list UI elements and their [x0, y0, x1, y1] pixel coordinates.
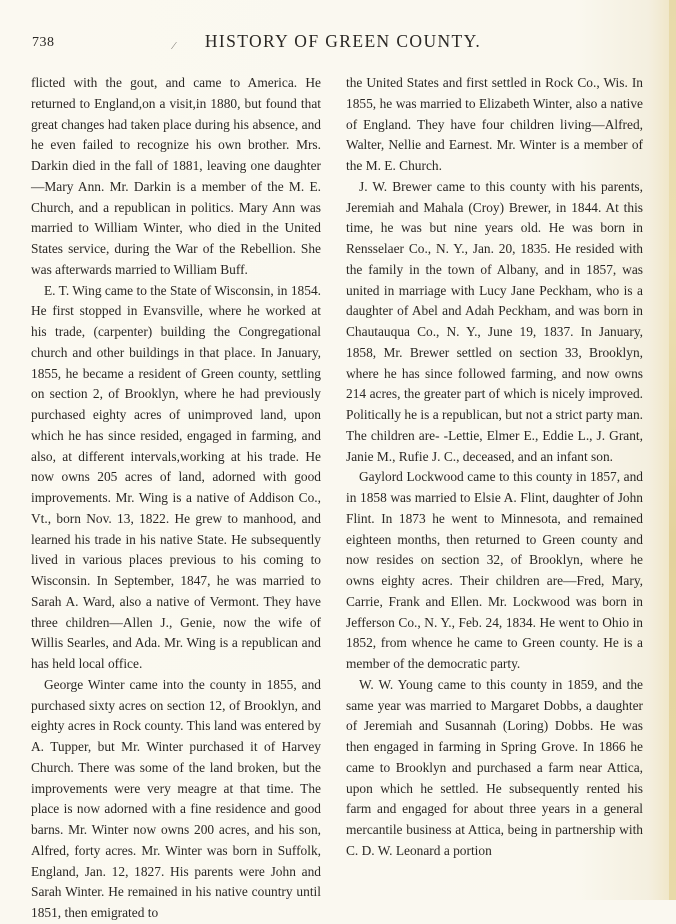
right-column: [346, 73, 643, 862]
paragraph-wing: E. T. Wing came to the State of Wisconsin, in 1854. He first stopped in Evansville, where he worked at his trade, (carpenter) building the Congregational church and other buildings in that place. In January, 1855, he became a resident of Green county, settling on section 2, of Brooklyn, where he had previously purchased eighty acres of unimproved land, upon which he has since resided, engaged in farming, and also, at different intervals,working at his trade. He now owns 205 acres of land, adorned with good improvements. Mr. Wing is a native of Addison Co., Vt., born Nov. 13, 1822. He grew to manhood, and learned his trade in his native State. He subsequently lived in various places previous to his coming to Wisconsin. In September, 1847, he was married to Sarah A. Ward, also a native of Vermont. They have three children—Allen J., Genie, now the wife of Willis Searles, and Ada. Mr. Wing is a republican and has held local office.: [31, 282, 321, 671]
paragraph-young: W. W. Young came to this county in 1859, and the same year was married to Margaret Dobbs, a daughter of Jeremiah and Susannah (Loring) Dobbs. He was then engaged in farming in Spring Grove. In 1866 he came to Brooklyn and purchased a farm near Attica, upon which he settled. He subsequently rented his farm and engaged for about three years in a general mercantile business at Attica, being in partnership with C. D. W. Leonard a portion: [346, 676, 643, 858]
paragraph-darkin-continued: flicted with the gout, and came to America. He returned to England,on a visit,in 1880, but found that great changes had taken place during his absence, and he even failed to recognize his own brother. Mrs. Darkin died in the fall of 1881, leaving one daughter—Mary Ann. Mr. Darkin is a member of the M. E. Church, and a republican in politics. Mary Ann was married to William Winter, who died in the United States service, during the War of the Rebellion. She was afterwards married to William Buff.: [31, 75, 321, 277]
stray-mark: ⁄: [173, 40, 175, 52]
left-column: [31, 73, 321, 924]
paragraph-brewer: J. W. Brewer came to this county with his parents, Jeremiah and Mahala (Croy) Brewer, in 1844. At this time, he was but nine years old. He was born in Rensselaer Co., N. Y., Jan. 20, 1835. He resided with the family in the town of Albany, and in 1857, was united in marriage with Lucy Jane Peckham, who is a daughter of Abel and Adah Peckham, and was born in Chautauqua Co., N. Y., June 19, 1837. In January, 1858, Mr. Brewer settled on section 33, Brooklyn, where he has since followed farming, and now owns 214 acres, the greater part of which is nicely improved. Politically he is a republican, but not a strict party man. The children are- -Lettie, Elmer E., Eddie L., J. Grant, Janie M., Rufie J. C., deceased, and an infant son.: [346, 178, 643, 464]
paragraph-winter-continued: the United States and first settled in Rock Co., Wis. In 1855, he was married to Elizabeth Winter, also a native of England. They have four children living—Alfred, Walter, Nellie and Earnest. Mr. Winter is a member of the M. E. Church.: [346, 75, 643, 173]
page-number: 738: [32, 35, 55, 50]
page-edge: [669, 0, 676, 900]
paragraph-george-winter: George Winter came into the county in 1855, and purchased sixty acres on section 12, of Brooklyn, and eighty acres in Rock county. This land was entered by A. Tupper, but Mr. Winter purchased it of Harvey Church. There was some of the land broken, but the improvements were very meagre at that time. The place is now adorned with a fine residence and good barns. Mr. Winter now owns 200 acres, and his son, Alfred, forty acres. Mr. Winter was born in Suffolk, England, Jan. 12, 1827. His parents were John and Sarah Winter. He remained in his native country until 1851, then emigrated to: [31, 676, 321, 920]
running-title: HISTORY OF GREEN COUNTY.: [204, 31, 482, 51]
paragraph-lockwood: Gaylord Lockwood came to this county in 1857, and in 1858 was married to Elsie A. Flint, daughter of John Flint. In 1873 he went to Minnesota, and remained eighteen months, then returned to Green county and now resides on section 32, of Brooklyn, where he owns eighty acres. Their children are—Fred, Mary, Carrie, Frank and Ellen. Mr. Lockwood was born in Jefferson Co., N. Y., Feb. 24, 1834. He went to Ohio in 1852, from whence he came to Green county. He is a member of the democratic party.: [346, 469, 643, 671]
